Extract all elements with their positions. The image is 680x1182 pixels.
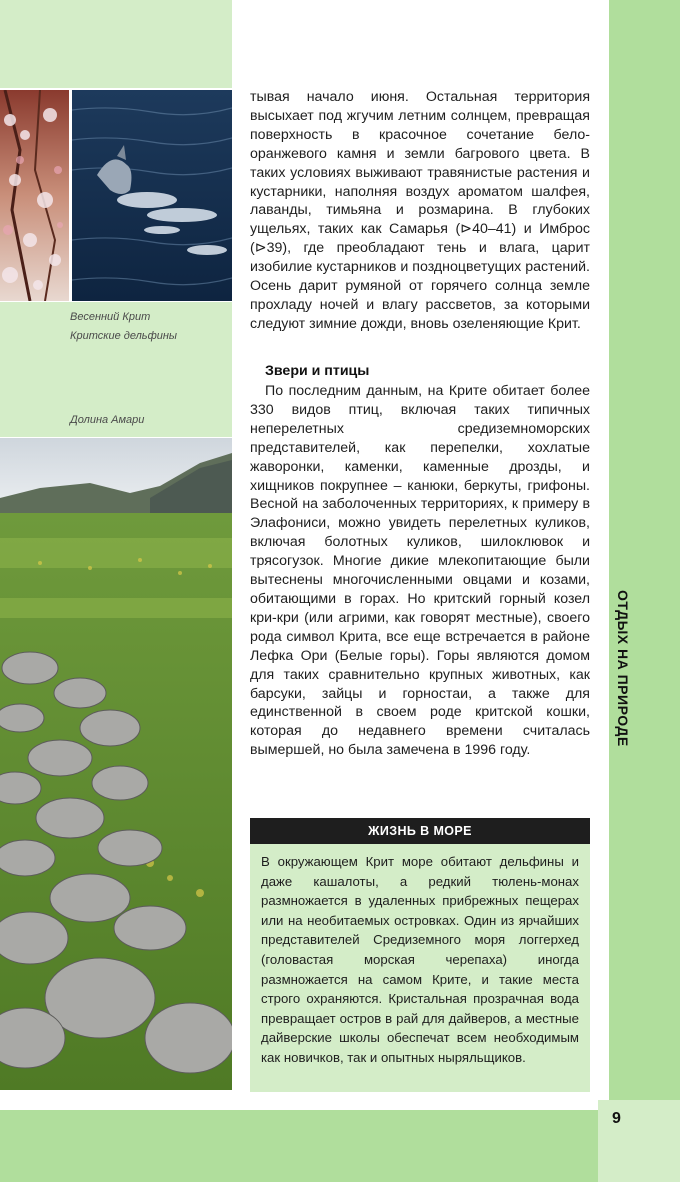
dolphin-photo [72,90,232,301]
sea-life-box-title: ЖИЗНЬ В МОРЕ [250,818,590,844]
sea-life-box-text: В окружающем Крит море обитают дельфины и даже кашалоты, а редкий тюлень-монах размножается в удаленных прибрежных пещерах или на необитаемых островках. Один из ярчайших представителей Средиземного моря логгерхед (головастая морская черепаха) иногда размножается на самом Крите, и такие места строго охраняются. Кристальная прозрачная вода превращает остров в рай для дайверов, а местные дайверские школы обеспечат всем необходимым как новичков, так и опытных ныряльщиков. [261,854,579,1065]
animals-section-title: Звери и птицы [265,363,370,379]
bottom-band [0,1110,600,1182]
intro-paragraph: тывая начало июня. Остальная территория высыхает под жгучим летним солнцем, превращая поверхность в красочное сочетание бело-оранжевого камня и земли багрового цвета. В таких условиях выживают травянистые растения и кустарники, наполняя воздух ароматом шалфея, лаванды, тимьяна и розмарина. В глубоких ущельях, таких как Самарья (⊳40–41) и Имброс (⊳39), где преобладают тень и влага, царит изобилие кустарников и поздноцветущих растений. Осень дарит румяной от горячего солнца земле прохладу ночей и влагу рассветов, за которыми следуют зимние дожди, вновь озеленяющие Крит. [250,89,590,332]
section-side-label: ОТДЫХ НА ПРИРОДЕ [615,590,631,747]
amari-valley-photo [0,438,232,1090]
caption-spring-crete: Весенний Крит [70,311,151,323]
side-band [609,0,680,1100]
caption-cretan-dolphins: Критские дельфины [70,330,178,342]
caption-amari-valley: Долина Амари [70,414,145,426]
spring-crete-photo [0,90,69,301]
animals-section-paragraph: По последним данным, на Крите обитает более 330 видов птиц, включая таких типичных неперелетных средиземноморских представителей, как перепелки, хохлатые жаворонки, каменки, каменные дрозды, и хищников покрупнее – канюки, беркуты, грифоны. Весной на заболоченных территориях, к примеру в Элафониси, можно увидеть перелетных куликов, включая болотных куликов, шилоклювок и трясогузок. Многие дикие млекопитающие были вытеснены многочисленными овцами и козами, обитающими в горах. Но критский горный козел кри-кри (или агрими, как говорят местные), своего рода символ Крита, все еще встречается в районе Лефка Ори (Белые горы). Горы являются домом для таких сравнительно крупных животных, как барсуки, зайцы и горностаи, а также для единственной в своем роде критской кошки, которая до недавнего времени считалась вымершей, но была замечена в 1996 году. [250,383,590,759]
left-green-panel-top [0,0,232,88]
page-number-box [598,1100,680,1182]
page-number: 9 [612,1110,621,1127]
